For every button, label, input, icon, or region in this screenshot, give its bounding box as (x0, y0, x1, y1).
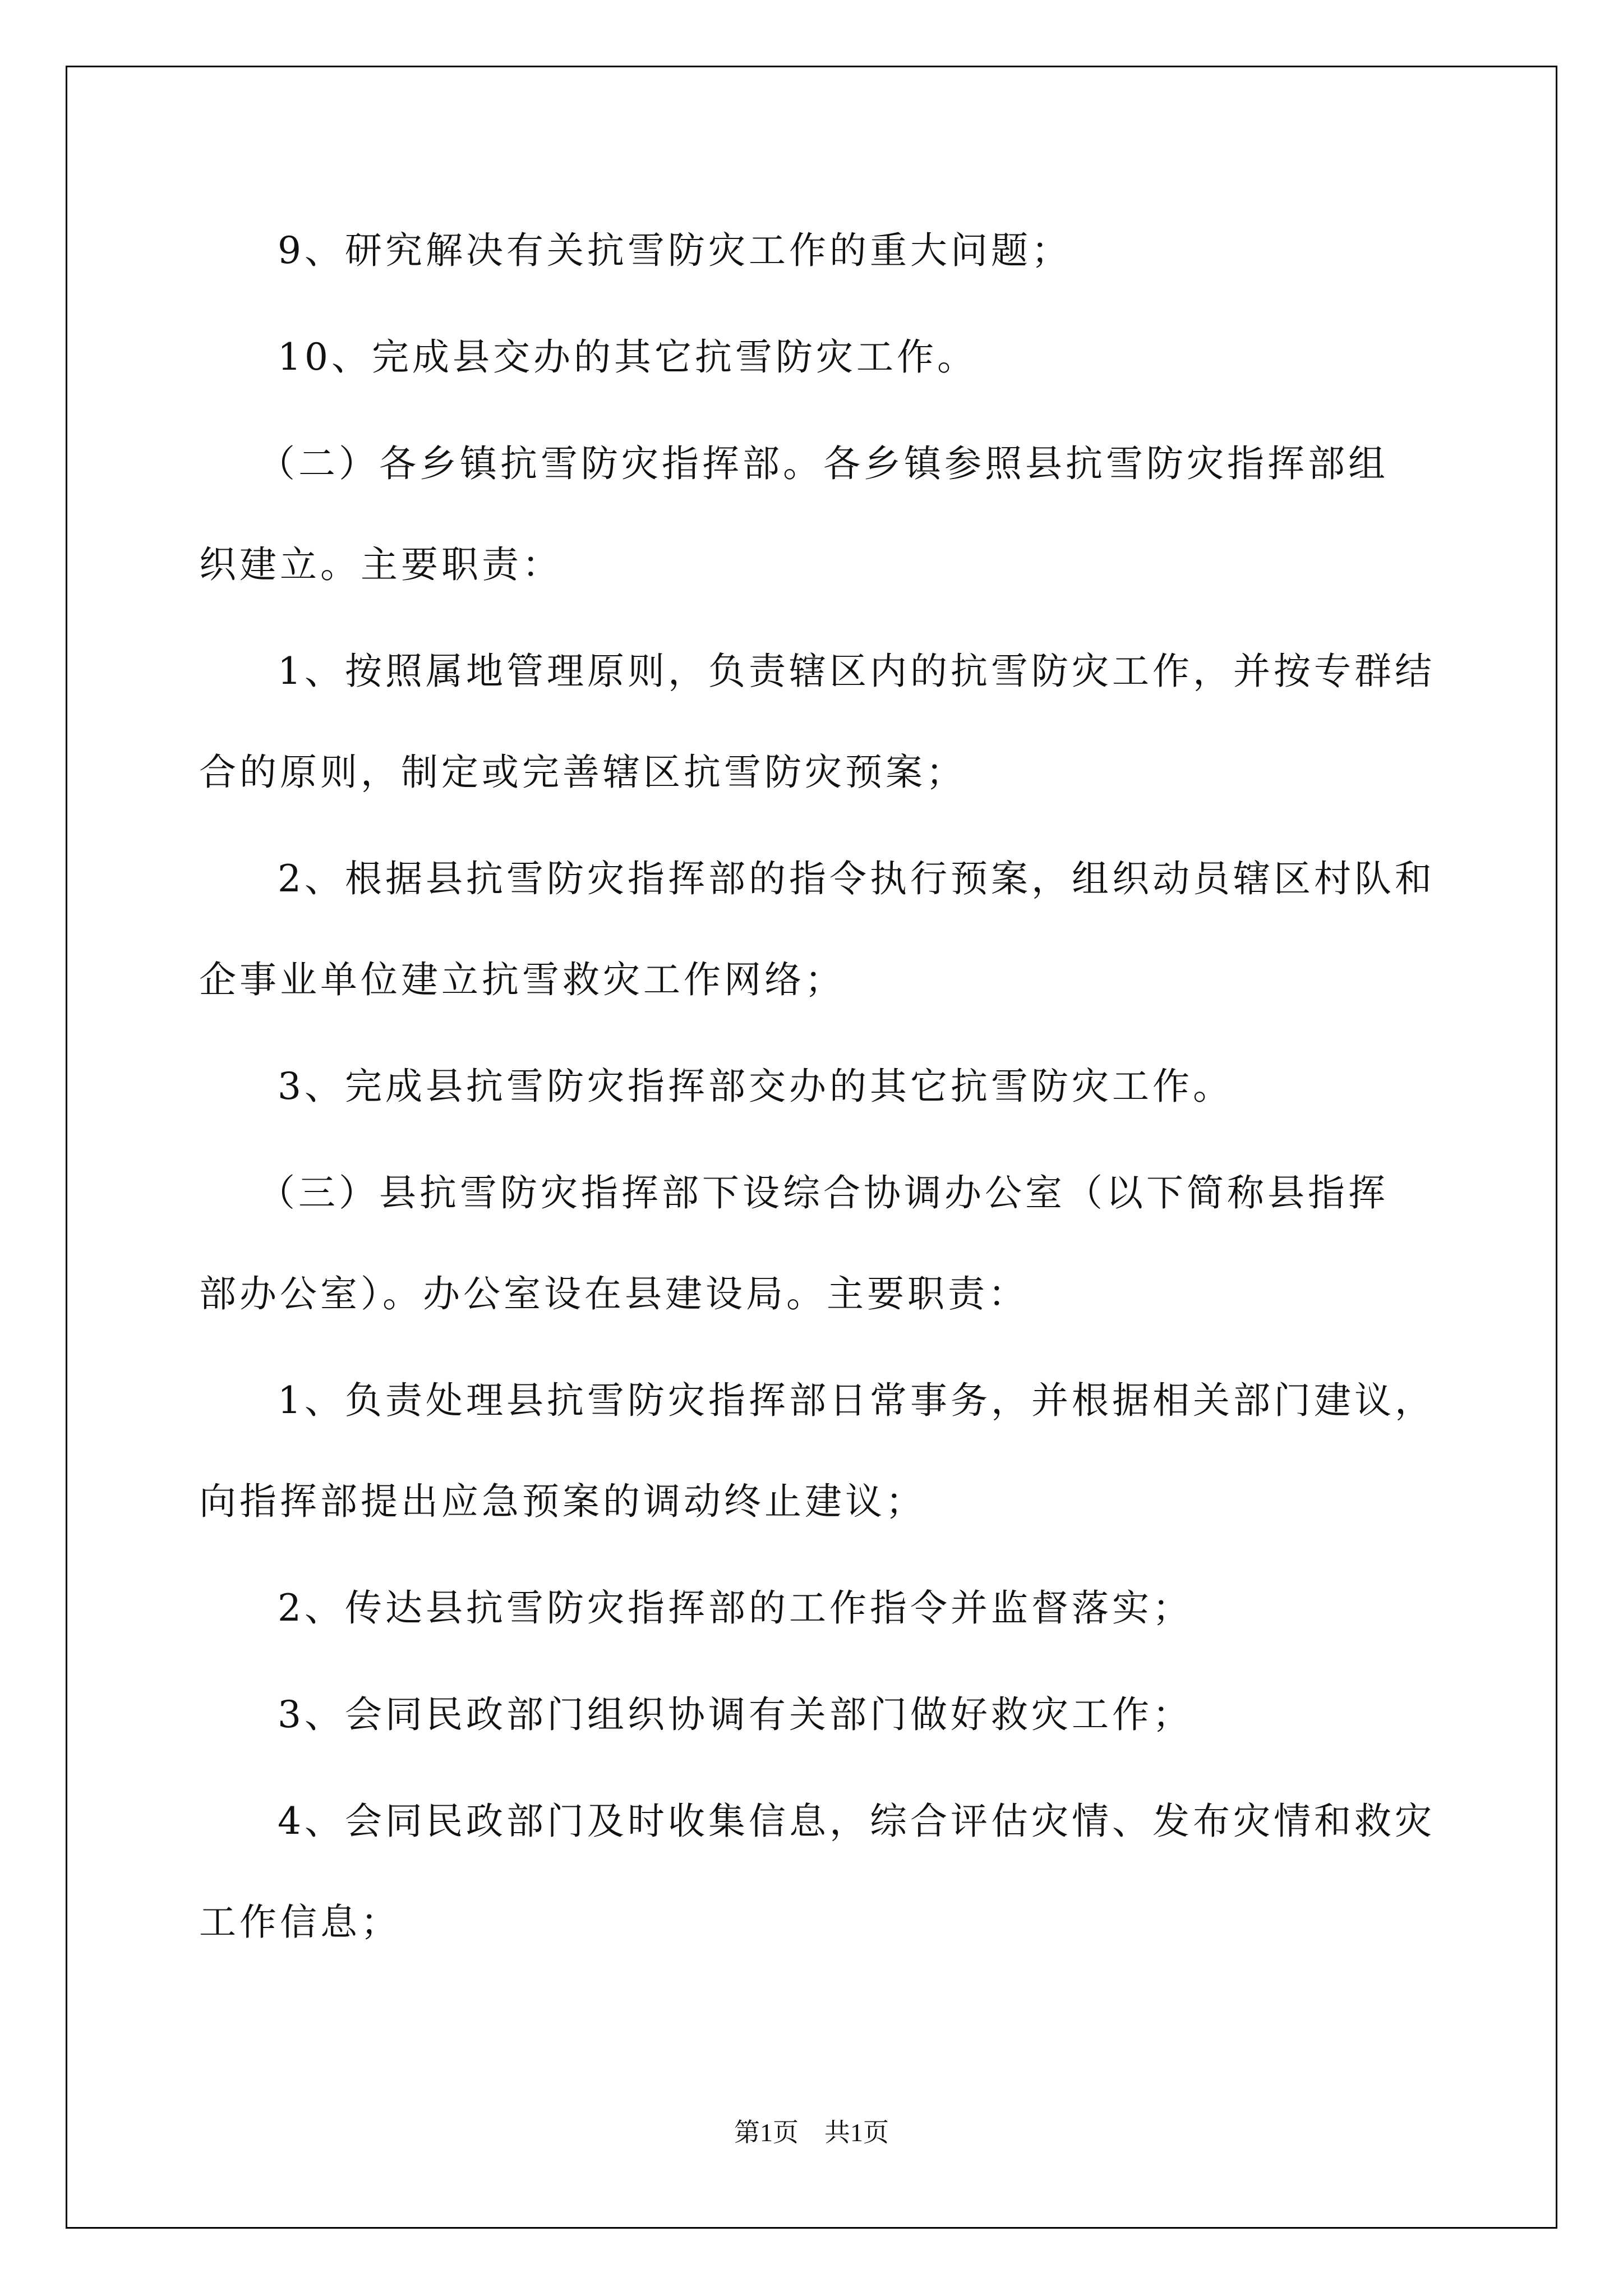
section-3-heading-line-1: （三）县抗雪防灾指挥部下设综合协调办公室（以下简称县指挥 (258, 1171, 1389, 1214)
section-2-item-2-line-2: 企事业单位建立抗雪救灾工作网络； (199, 958, 845, 1001)
section-3-item-3: 3、会同民政部门组织协调有关部门做好救灾工作； (278, 1693, 1193, 1736)
page-footer: 第1页 共1页 (734, 2118, 889, 2147)
section-3-item-1-line-2: 向指挥部提出应急预案的调动终止建议； (199, 1480, 926, 1523)
section-3-heading-line-2: 部办公室）。办公室设在县建设局。主要职责： (199, 1272, 1029, 1315)
section-2-item-3: 3、完成县抗雪防灾指挥部交办的其它抗雪防灾工作。 (278, 1065, 1233, 1108)
section-2-heading-line-2: 织建立。主要职责： (199, 543, 562, 586)
section-3-item-4-line-2: 工作信息； (199, 1901, 401, 1944)
section-3-item-2: 2、传达县抗雪防灾指挥部的工作指令并监督落实； (278, 1586, 1193, 1630)
paragraph-item-9: 9、研究解决有关抗雪防灾工作的重大问题； (278, 229, 1072, 272)
section-3-item-1-line-1: 1、负责处理县抗雪防灾指挥部日常事务，并根据相关部门建议， (278, 1379, 1435, 1422)
section-2-heading-line-1: （二）各乡镇抗雪防灾指挥部。各乡镇参照县抗雪防灾指挥部组 (258, 442, 1389, 485)
section-2-item-1-line-2: 合的原则，制定或完善辖区抗雪防灾预案； (199, 751, 966, 794)
section-3-item-4-line-1: 4、会同民政部门及时收集信息，综合评估灾情、发布灾情和救灾 (278, 1800, 1435, 1843)
paragraph-item-10: 10、完成县交办的其它抗雪防灾工作。 (278, 335, 978, 379)
section-2-item-2-line-1: 2、根据县抗雪防灾指挥部的指令执行预案，组织动员辖区村队和 (278, 857, 1435, 900)
section-2-item-1-line-1: 1、按照属地管理原则，负责辖区内的抗雪防灾工作，并按专群结 (278, 650, 1435, 693)
